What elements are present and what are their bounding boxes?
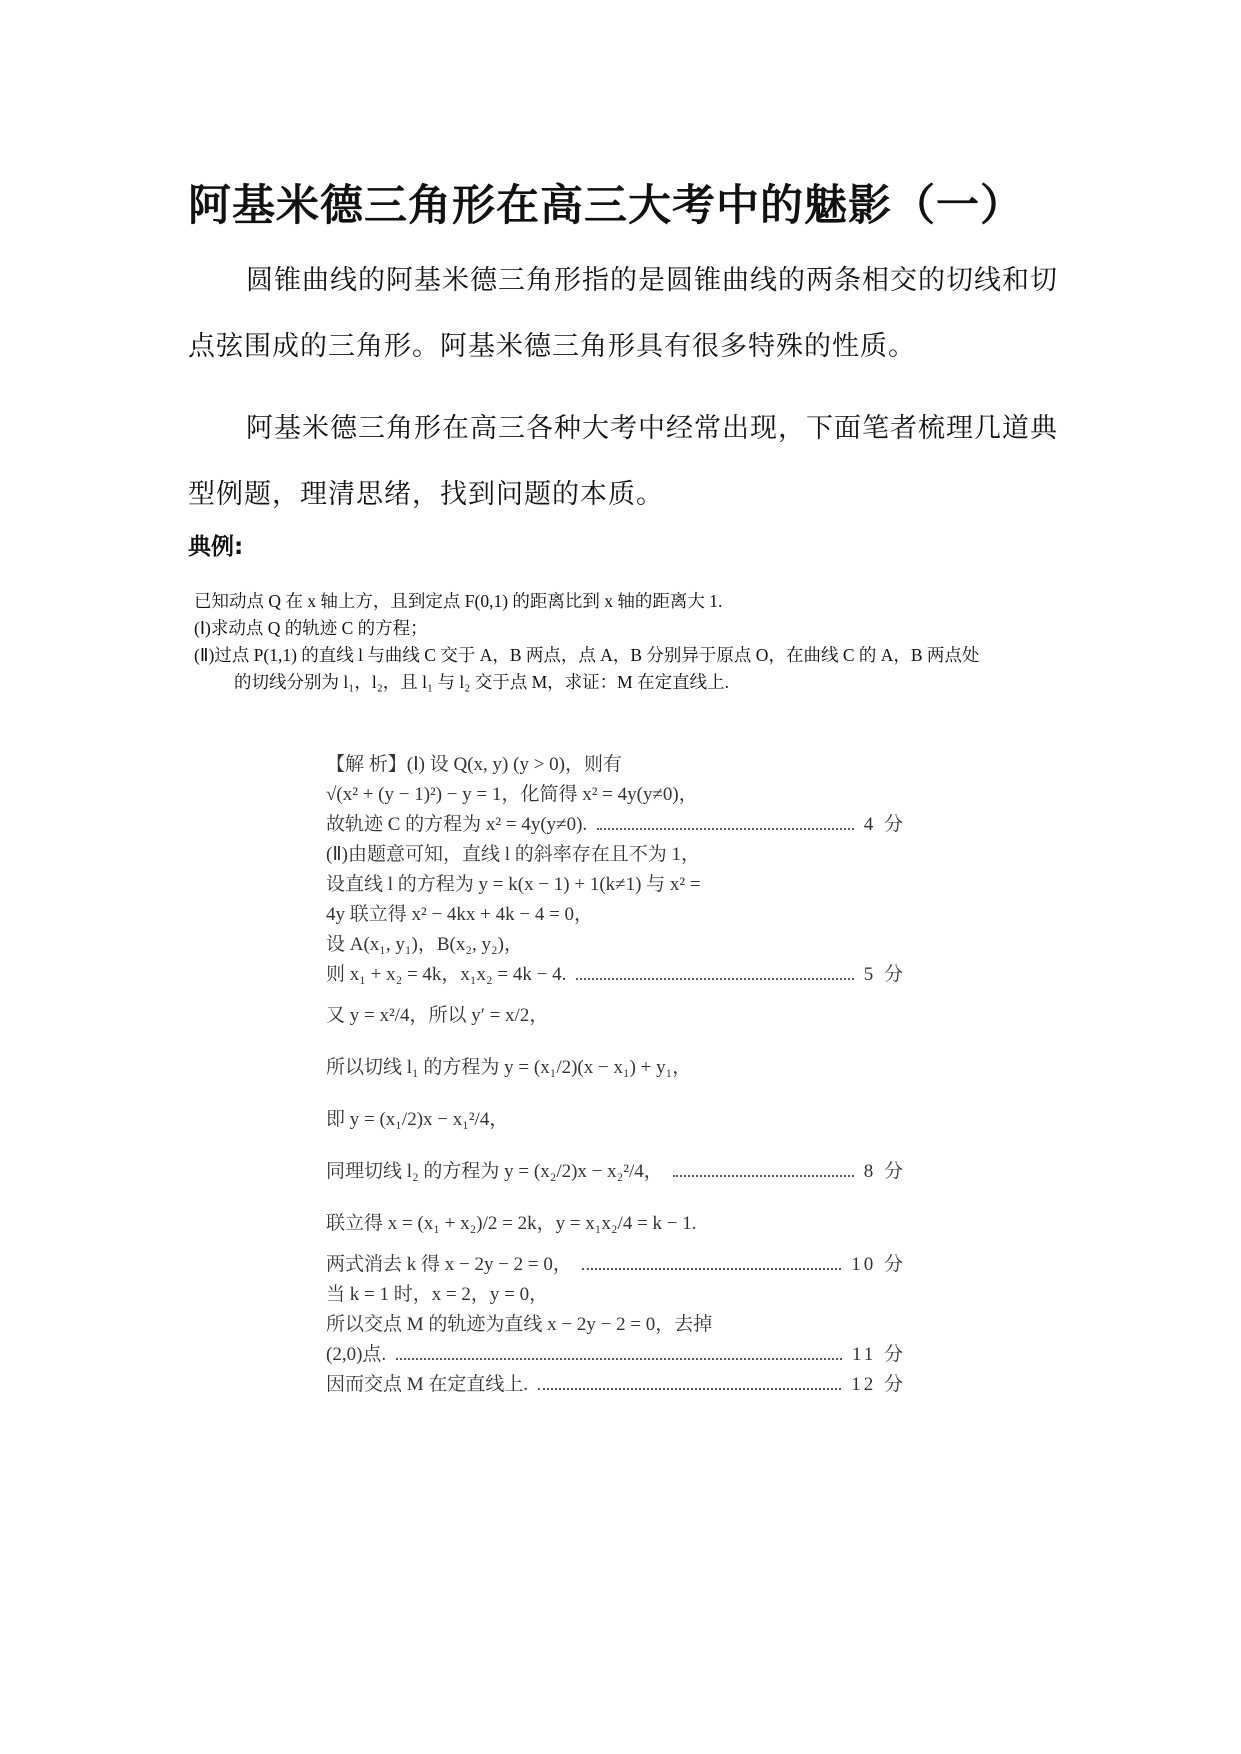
leader-dots [576, 978, 853, 980]
intro-paragraph-2: 阿基米德三角形在高三各种大考中经常出现，下面笔者梳理几道典型例题，理清思绪，找到问题的本质。 [188, 413, 1058, 510]
solution-text: (Ⅱ)由题意可知，直线 l 的斜率存在且不为 1， [326, 844, 701, 865]
score-label: 4 分 [863, 814, 906, 835]
solution-block [326, 750, 906, 1400]
solution-line [326, 900, 906, 930]
problem-part-1: (Ⅰ)求动点 Q 的轨迹 C 的方程； [194, 618, 428, 638]
solution-text: 同理切线 l₂ 的方程为 y = (x₂/2)x − x₂²/4， [326, 1161, 663, 1182]
solution-line [326, 870, 906, 900]
leader-dots [582, 1268, 841, 1270]
solution-text: 又 y = x²/4，所以 y′ = x/2， [326, 1005, 549, 1026]
solution-line [326, 1042, 906, 1094]
score-label: 10 分 [851, 1254, 906, 1275]
solution-line [326, 960, 906, 990]
solution-text: 因而交点 M 在定直线上. [326, 1374, 529, 1395]
solution-text: 设直线 l 的方程为 y = k(x − 1) + 1(k≠1) 与 x² = [326, 874, 701, 895]
score-label: 12 分 [851, 1374, 906, 1395]
solution-text: 联立得 x = (x₁ + x₂)/2 = 2k，y = x₁x₂/4 = k − 1. [326, 1213, 697, 1234]
solution-line [326, 1340, 906, 1370]
solution-text: 【解 析】(Ⅰ) 设 Q(x, y) (y > 0)，则有 [326, 754, 623, 775]
solution-text: 则 x₁ + x₂ = 4k，x₁x₂ = 4k − 4. [326, 964, 567, 985]
solution-text: 4y 联立得 x² − 4kx + 4k − 4 = 0， [326, 904, 594, 925]
solution-text: 即 y = (x₁/2)x − x₁²/4， [326, 1109, 509, 1130]
solution-line [326, 1198, 906, 1250]
problem-statement [194, 588, 1074, 696]
solution-text: 所以交点 M 的轨迹为直线 x − 2y − 2 = 0，去掉 [326, 1314, 713, 1335]
solution-line [326, 1310, 906, 1340]
solution-line [326, 930, 906, 960]
problem-line: 已知动点 Q 在 x 轴上方，且到定点 F(0,1) 的距离比到 x 轴的距离大 1. [194, 591, 723, 611]
solution-text: 两式消去 k 得 x − 2y − 2 = 0， [326, 1254, 572, 1275]
problem-part-2-continued: 的切线分别为 l₁，l₂，且 l₁ 与 l₂ 交于点 M，求证：M 在定直线上. [234, 672, 729, 692]
solution-line [326, 780, 906, 810]
solution-text: (2,0)点. [326, 1344, 387, 1365]
solution-line [326, 840, 906, 870]
solution-line [326, 1250, 906, 1280]
solution-text: √(x² + (y − 1)²) − y = 1，化简得 x² = 4y(y≠0)， [326, 784, 698, 805]
score-label: 11 分 [851, 1344, 906, 1365]
solution-line [326, 990, 906, 1042]
leader-dots [597, 828, 854, 830]
solution-line [326, 810, 906, 840]
example-label: 典例: [188, 534, 244, 560]
solution-text: 设 A(x₁, y₁)，B(x₂, y₂)， [326, 934, 523, 955]
intro-paragraph-1: 圆锥曲线的阿基米德三角形指的是圆锥曲线的两条相交的切线和切点弦围成的三角形。阿基米德三角形具有很多特殊的性质。 [188, 265, 1058, 362]
solution-text: 所以切线 l₁ 的方程为 y = (x₁/2)(x − x₁) + y₁， [326, 1057, 692, 1078]
solution-line [326, 1146, 906, 1198]
solution-line [326, 1370, 906, 1400]
problem-part-2: (Ⅱ)过点 P(1,1) 的直线 l 与曲线 C 交于 A，B 两点，点 A，B 分别异于原点 O，在曲线 C 的 A，B 两点处 [194, 645, 980, 665]
solution-line [326, 1094, 906, 1146]
score-label: 5 分 [863, 964, 906, 985]
score-label: 8 分 [863, 1161, 906, 1182]
solution-line [326, 750, 906, 780]
leader-dots [538, 1388, 841, 1390]
solution-text: 故轨迹 C 的方程为 x² = 4y(y≠0). [326, 814, 588, 835]
page-title: 阿基米德三角形在高三大考中的魅影（一） [188, 181, 1024, 231]
leader-dots [396, 1358, 842, 1360]
solution-text: 当 k = 1 时，x = 2，y = 0， [326, 1284, 549, 1305]
leader-dots [673, 1175, 854, 1177]
solution-line [326, 1280, 906, 1310]
